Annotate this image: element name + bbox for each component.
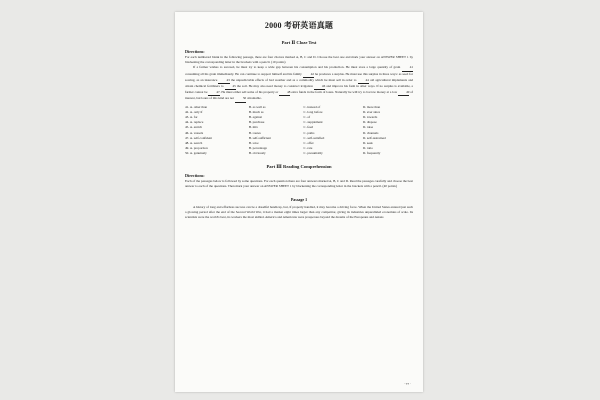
option-choice: 49. A. proportion bbox=[185, 146, 208, 151]
cloze-blank: 46 bbox=[314, 84, 325, 90]
cloze-blank: 49 bbox=[398, 90, 409, 96]
page-content bbox=[185, 34, 413, 221]
option-choice: D. seek bbox=[362, 141, 373, 146]
option-row bbox=[185, 151, 413, 156]
passage-title: Passage 1 bbox=[290, 197, 308, 203]
option-choice: C. self-satisfied bbox=[303, 135, 325, 140]
option-choice: D. frequently bbox=[362, 151, 381, 156]
option-choice: B. percentage bbox=[248, 146, 267, 151]
option-choice: 44. A. replace bbox=[185, 120, 204, 125]
part2-directions-text: For each numbered blank in the following passage, there are four choices marked A, B, C and D. Choose the best one and mark your answer on ANSWER SHEET 1 by blackening the corresponding letter in the brackets with a pencil. (10 points) bbox=[185, 55, 413, 65]
part2-directions-label: Directions: bbox=[185, 49, 205, 54]
passage-segment: of interest, but loans of this kind are not bbox=[185, 90, 413, 101]
option-choice: C. offer bbox=[303, 141, 314, 146]
passage-text: A history of long and effortless success can be a dreadful handicap, but, if properly handled, it may become a driving force. When the United States entered just such a glowing period after the end of the Second World War, it had a market eight times larger than any competitor, giving its industries unparalleled economies of scale. Its scientists were the world's best, its workers the most skilled. America and Americans were prosperous beyond the dreams of the Europeans and Asians bbox=[185, 205, 413, 220]
cloze-blank: 44 bbox=[358, 78, 369, 84]
cloze-blank: 45 bbox=[225, 84, 236, 90]
option-choice: B. mix bbox=[248, 125, 258, 130]
option-choice: D. dispose bbox=[362, 120, 377, 125]
passage-segment: the soil. He may also need money to construct irrigation bbox=[235, 84, 314, 89]
option-choice: C. feed bbox=[303, 125, 314, 130]
cloze-blank: 43 bbox=[218, 78, 229, 84]
part3-heading: Part Ⅲ Reading Comprehension bbox=[266, 163, 332, 169]
passage-segment: the unpredictable effects of bad weather and as a commodity which he must sell in order to bbox=[229, 77, 358, 82]
part3-directions-label: Directions: bbox=[185, 172, 205, 178]
option-choice: B. against bbox=[248, 115, 263, 120]
document-page bbox=[175, 12, 423, 392]
option-choice: 42. A. only if bbox=[185, 109, 203, 114]
page-title: 2000 考研英语真题 bbox=[264, 21, 334, 30]
part3-directions-text: Each of the passages below is followed by some questions. For each question there are four answers marked A, B, C and D. Read the passages carefully and choose the best answer to each of the questions. Then mark your answer on ANSWER SHEET 1 by blackening the corresponding letter in the brackets with a pencil. (40 points) bbox=[185, 178, 413, 188]
passage-segment: extra funds in the form of loans. Naturally he will try to borrow money at a low bbox=[290, 90, 399, 95]
option-choice: D. towards bbox=[362, 115, 378, 120]
option-choice: D. raise bbox=[362, 125, 374, 130]
option-choice: 43. A. for bbox=[185, 115, 198, 120]
cloze-blank: 41 bbox=[402, 65, 413, 71]
option-choice: 41. A. other than bbox=[185, 104, 208, 109]
option-choice: B. as well as bbox=[248, 104, 266, 109]
option-choice: 47. A. self-confident bbox=[185, 135, 213, 140]
option-choice: D. ratio bbox=[362, 146, 373, 151]
option-choice: 45. A. enrich bbox=[185, 125, 203, 130]
option-choice: C. paths bbox=[303, 130, 315, 135]
cloze-blank: 47 bbox=[208, 90, 219, 96]
option-choice: D. ever since bbox=[362, 109, 381, 114]
option-choice: D. more than bbox=[362, 104, 381, 109]
option-choice: 46. A. vessels bbox=[185, 130, 204, 135]
option-choice: C. rate bbox=[303, 146, 313, 151]
part2-heading: Part Ⅱ Cloze Test bbox=[281, 40, 317, 45]
passage-segment: he produces a surplus. He must use this surplus in three ways: as seed for sowing, as an insurance bbox=[185, 71, 413, 82]
option-choice: C. long before bbox=[303, 109, 323, 114]
page-number: · 77 · bbox=[403, 382, 411, 386]
option-choice: D. channels bbox=[362, 130, 379, 135]
option-choice: B. obviously bbox=[248, 151, 266, 156]
option-choice: C. of bbox=[303, 115, 311, 120]
passage-segment: obtainable. bbox=[246, 96, 262, 101]
cloze-passage bbox=[185, 65, 413, 102]
passage-segment: old agricultural implements and obtain chemical fertilizers to bbox=[185, 77, 413, 89]
option-choice: C. presumably bbox=[303, 151, 323, 156]
cloze-blank: 48 bbox=[279, 90, 290, 96]
option-choice: C. instead of bbox=[303, 104, 321, 109]
option-choice: B. save bbox=[248, 141, 259, 146]
cloze-blank: 50 bbox=[235, 96, 246, 102]
option-choice: B. much as bbox=[248, 109, 264, 114]
option-choice: 48. A. search bbox=[185, 141, 203, 146]
passage-segment: . He must either sell some of his property or bbox=[219, 90, 280, 95]
option-choice: C. supplement bbox=[303, 120, 323, 125]
option-choice: B. purchase bbox=[248, 120, 265, 125]
cloze-options bbox=[185, 105, 413, 157]
passage-segment: If a farmer wishes to succeed, he must try to keep a wide gap between his consumption and his production. He must store a large quantity of grain bbox=[193, 65, 402, 70]
option-choice: 50. A. genuinely bbox=[185, 151, 207, 156]
option-choice: B. routes bbox=[248, 130, 261, 135]
cloze-blank: 42 bbox=[303, 72, 314, 78]
option-choice: B. self-sufficient bbox=[248, 135, 271, 140]
passage-segment: consuming all his grain immediately. He can continue to support himself and his family bbox=[185, 71, 303, 76]
passage-segment: and improve his farm in other ways. If no surplus is available, a farmer cannot be bbox=[185, 84, 413, 95]
option-choice: D. self-restrained bbox=[362, 135, 386, 140]
